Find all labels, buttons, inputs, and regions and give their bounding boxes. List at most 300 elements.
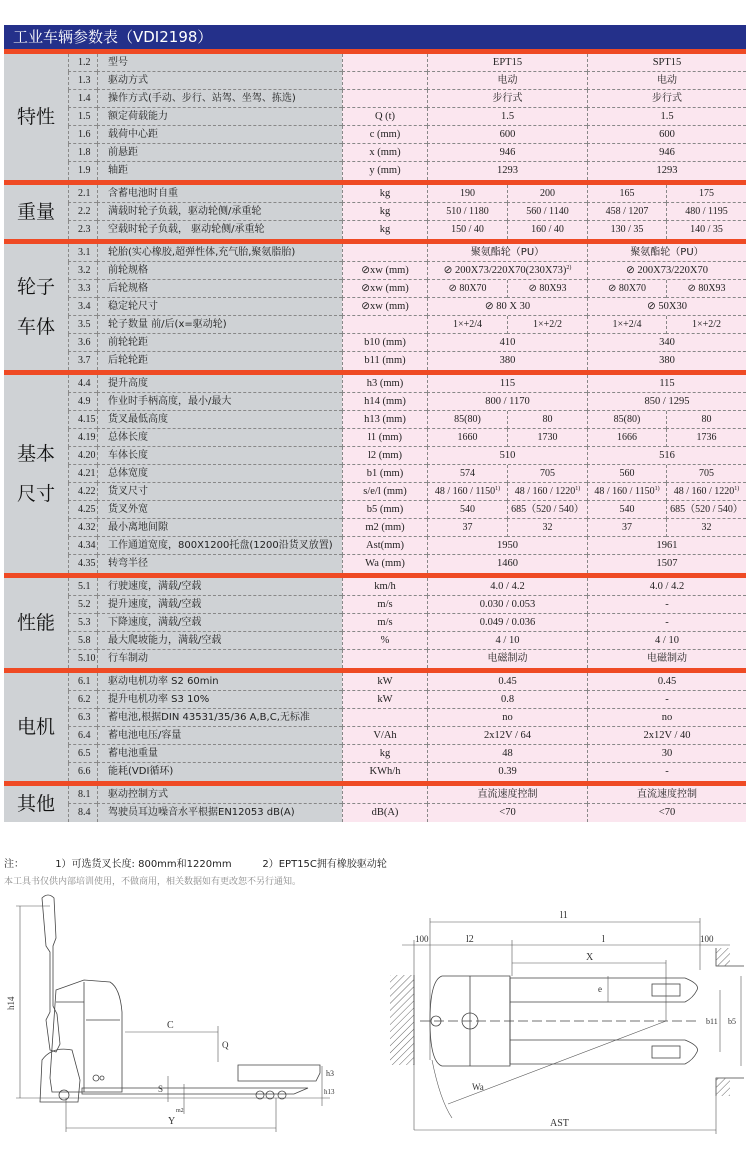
row-label — [97, 786, 342, 804]
value-cell-text: 1.5 — [660, 111, 674, 122]
value-cell-text: 32 — [701, 522, 712, 533]
row-number-text: 5.8 — [78, 635, 91, 646]
row-unit-text: Wa (mm) — [365, 558, 405, 569]
value-cell-text: 540 — [460, 504, 475, 515]
top-view-drawing — [390, 890, 750, 1160]
row-label — [97, 334, 342, 352]
row-unit — [342, 578, 427, 596]
value-cell — [587, 673, 746, 691]
value-cell-text: - — [665, 766, 669, 777]
row-unit — [342, 144, 427, 162]
row-number — [68, 691, 97, 709]
value-cell — [587, 691, 746, 709]
section-title: 电机 — [4, 673, 68, 781]
value-cell-text: - — [665, 694, 669, 705]
row-label-text: 后轮轮距 — [108, 355, 148, 366]
value-cell — [427, 578, 587, 596]
value-cell — [427, 709, 587, 727]
row-label — [97, 537, 342, 555]
row-number-text: 4.15 — [78, 414, 96, 425]
value-cell — [427, 108, 587, 126]
value-cell — [427, 393, 587, 411]
value-cell-text: 1666 — [617, 432, 637, 443]
row-number — [68, 763, 97, 781]
row-unit-text: l2 (mm) — [367, 450, 403, 461]
row-label-text: 满载时轮子负载，驱动轮侧/承重轮 — [108, 206, 262, 217]
value-cell — [587, 709, 746, 727]
value-cell-text: 115 — [499, 378, 516, 389]
value-cell-text: ⊘ 80 X 30 — [484, 301, 531, 312]
row-unit — [342, 108, 427, 126]
value-cell — [666, 185, 746, 203]
value-cell-text: 510 / 1180 — [446, 206, 489, 217]
table-row — [68, 578, 746, 596]
value-cell-text: ⊘ 80X93 — [687, 283, 726, 294]
row-unit — [342, 596, 427, 614]
row-label — [97, 108, 342, 126]
row-unit-text: KWh/h — [369, 766, 401, 777]
value-cell-text: 160 / 40 — [531, 224, 564, 235]
row-number — [68, 709, 97, 727]
value-cell — [587, 501, 666, 519]
value-cell-text: 电磁制动 — [647, 653, 687, 664]
value-cell — [666, 483, 746, 501]
row-label-text: 轴距 — [108, 165, 128, 176]
row-label-text: 型号 — [108, 57, 128, 68]
row-number-text: 5.2 — [78, 599, 91, 610]
row-label — [97, 144, 342, 162]
row-unit — [342, 673, 427, 691]
row-unit — [342, 244, 427, 262]
value-cell — [666, 203, 746, 221]
row-unit-text: kg — [379, 206, 391, 217]
value-cell — [507, 429, 587, 447]
row-label-text: 货叉最低高度 — [108, 414, 168, 425]
row-number — [68, 298, 97, 316]
value-cell-text: 步行式 — [492, 93, 523, 104]
row-unit — [342, 447, 427, 465]
value-cell-text: no — [502, 712, 513, 723]
value-cell — [507, 203, 587, 221]
note-1: 1）可选货叉长度: 800mm和1220mm — [55, 859, 232, 870]
value-cell — [427, 691, 587, 709]
row-label — [97, 691, 342, 709]
value-cell — [507, 465, 587, 483]
value-cell — [587, 393, 746, 411]
row-label-text: 行驶速度，满载/空载 — [108, 581, 202, 592]
value-cell — [427, 650, 587, 668]
row-label — [97, 280, 342, 298]
value-cell-text: 705 — [540, 468, 555, 479]
row-unit-text: b11 (mm) — [364, 355, 406, 366]
row-unit-text: ⊘xw (mm) — [361, 265, 409, 276]
value-cell-text: ⊘ 80X93 — [528, 283, 567, 294]
table-row — [68, 804, 746, 822]
footnote-marker: 2) — [566, 265, 572, 271]
section-6 — [4, 673, 746, 781]
value-cell — [507, 280, 587, 298]
row-number-text: 6.1 — [78, 676, 91, 687]
row-label-text: 最大爬坡能力，满载/空载 — [108, 635, 222, 646]
value-cell-text: 80 — [542, 414, 553, 425]
row-label — [97, 614, 342, 632]
row-number — [68, 537, 97, 555]
row-unit — [342, 298, 427, 316]
value-cell-text: ⊘ 80X70 — [607, 283, 647, 294]
row-number-text: 6.2 — [78, 694, 91, 705]
row-number-text: 5.1 — [78, 581, 91, 592]
dim-label-wa: Wa — [472, 1082, 484, 1092]
row-label-text: 载荷中心距 — [108, 129, 158, 140]
value-cell-text: 560 — [619, 468, 635, 479]
row-label-text: 稳定轮尺寸 — [108, 301, 158, 312]
value-cell-text: 150 / 40 — [451, 224, 484, 235]
table-row — [68, 519, 746, 537]
value-cell — [587, 298, 746, 316]
table-row — [68, 555, 746, 573]
row-number-text: 3.3 — [78, 283, 91, 294]
row-unit — [342, 727, 427, 745]
table-row — [68, 465, 746, 483]
row-unit — [342, 745, 427, 763]
value-cell — [587, 429, 666, 447]
value-cell — [587, 632, 746, 650]
value-cell — [587, 144, 746, 162]
value-cell — [427, 519, 507, 537]
value-cell — [666, 501, 746, 519]
dim-label-x: X — [586, 952, 594, 963]
value-cell-text: 4.0 / 4.2 — [490, 581, 525, 592]
row-number-text: 1.9 — [78, 165, 91, 176]
table-row — [68, 632, 746, 650]
value-cell — [427, 727, 587, 745]
value-cell-text: 0.39 — [498, 766, 517, 777]
value-cell-text: 115 — [659, 378, 675, 389]
value-cell — [587, 54, 746, 72]
row-number — [68, 162, 97, 180]
row-unit-text: % — [380, 635, 390, 646]
value-cell — [587, 727, 746, 745]
value-cell — [587, 108, 746, 126]
row-label-text: 提升高度 — [108, 378, 148, 389]
row-unit-text: ⊘xw (mm) — [361, 283, 409, 294]
row-unit — [342, 555, 427, 573]
row-label — [97, 316, 342, 334]
value-cell-text: 37 — [622, 522, 632, 533]
value-cell-text: 458 / 1207 — [605, 206, 649, 217]
value-cell-text: - — [665, 599, 669, 610]
dim-label-m2: m2 — [176, 1108, 184, 1114]
row-label-text: 货叉尺寸 — [108, 486, 148, 497]
row-number — [68, 393, 97, 411]
row-number — [68, 244, 97, 262]
value-cell-text: <70 — [499, 807, 516, 818]
row-unit — [342, 221, 427, 239]
value-cell — [587, 203, 666, 221]
value-cell-text: ⊘ 50X30 — [646, 301, 687, 312]
value-cell-text: 800 / 1170 — [485, 396, 530, 407]
row-number — [68, 447, 97, 465]
row-unit — [342, 519, 427, 537]
row-number — [68, 334, 97, 352]
table-row — [68, 90, 746, 108]
value-cell — [427, 465, 507, 483]
value-cell — [587, 185, 666, 203]
value-cell-text: 48 / 160 / 1150 — [434, 486, 496, 497]
row-number — [68, 108, 97, 126]
row-label — [97, 709, 342, 727]
value-cell — [587, 763, 746, 781]
row-label — [97, 727, 342, 745]
value-cell-text: 1293 — [656, 165, 678, 176]
row-unit-text: Q (t) — [374, 111, 396, 122]
value-cell — [666, 316, 746, 334]
row-label — [97, 429, 342, 447]
row-unit — [342, 804, 427, 822]
row-number-text: 3.5 — [78, 319, 91, 330]
row-label — [97, 54, 342, 72]
section-4 — [4, 375, 746, 573]
row-label-text: 能耗(VDI循环) — [108, 766, 174, 777]
row-label — [97, 72, 342, 90]
value-cell — [666, 465, 746, 483]
row-number — [68, 144, 97, 162]
table-row — [68, 203, 746, 221]
value-cell — [587, 352, 746, 370]
value-cell — [427, 411, 507, 429]
value-cell — [427, 501, 507, 519]
table-row — [68, 334, 746, 352]
row-number-text: 6.5 — [78, 748, 91, 759]
dim-label-right-100: 100 — [700, 934, 714, 944]
value-cell-text: 0.030 / 0.053 — [479, 599, 536, 610]
table-row — [68, 352, 746, 370]
row-label-text: 行车制动 — [108, 653, 148, 664]
value-cell-text: 540 — [619, 504, 635, 515]
value-cell — [427, 673, 587, 691]
row-unit-text: b5 (mm) — [366, 504, 404, 515]
value-cell — [427, 786, 587, 804]
row-unit — [342, 262, 427, 280]
value-cell — [427, 162, 587, 180]
row-label-text: 总体长度 — [108, 432, 148, 443]
value-cell-text: 1460 — [497, 558, 518, 569]
row-label — [97, 221, 342, 239]
value-cell — [587, 90, 746, 108]
table-row — [68, 501, 746, 519]
section-2 — [4, 185, 746, 239]
row-number — [68, 262, 97, 280]
table-row — [68, 786, 746, 804]
table-row — [68, 537, 746, 555]
value-cell — [427, 804, 587, 822]
value-cell — [427, 203, 507, 221]
row-number-text: 1.5 — [78, 111, 91, 122]
value-cell-text: 1×+2/2 — [532, 319, 563, 330]
value-cell — [427, 144, 587, 162]
row-number-text: 6.4 — [78, 730, 91, 741]
row-unit-text: dB(A) — [371, 807, 399, 818]
row-number — [68, 203, 97, 221]
table-row — [68, 262, 746, 280]
value-cell-text: 48 / 160 / 1150 — [594, 486, 655, 497]
row-number-text: 6.3 — [78, 712, 91, 723]
row-label — [97, 262, 342, 280]
value-cell-text: 410 — [499, 337, 516, 348]
section-3 — [4, 244, 746, 370]
table-row — [68, 745, 746, 763]
row-number — [68, 352, 97, 370]
row-label — [97, 126, 342, 144]
notes-prefix: 注： — [4, 859, 24, 870]
row-number — [68, 126, 97, 144]
value-cell — [427, 126, 587, 144]
row-label — [97, 519, 342, 537]
value-cell-text: 516 — [659, 450, 675, 461]
row-label — [97, 632, 342, 650]
table-row — [68, 673, 746, 691]
row-label-text: 总体宽度 — [108, 468, 148, 479]
value-cell-text: 80 — [701, 414, 712, 425]
row-unit — [342, 614, 427, 632]
row-number-text: 3.4 — [78, 301, 91, 312]
row-label-text: 最小离地间隙 — [108, 522, 168, 533]
row-number-text: 3.7 — [78, 355, 91, 366]
value-cell-text: ⊘ 80X70 — [448, 283, 487, 294]
row-number — [68, 555, 97, 573]
table-row — [68, 162, 746, 180]
value-cell-text: 聚氨酯轮（PU） — [630, 247, 704, 258]
value-cell — [587, 126, 746, 144]
row-unit — [342, 393, 427, 411]
row-number-text: 6.6 — [78, 766, 91, 777]
row-number — [68, 483, 97, 501]
value-cell — [427, 244, 587, 262]
row-unit — [342, 786, 427, 804]
value-cell — [427, 483, 507, 501]
table-row — [68, 650, 746, 668]
value-cell-text: 380 — [659, 355, 675, 366]
row-label-text: 提升电机功率 S3 10% — [108, 694, 210, 705]
value-cell — [587, 555, 746, 573]
row-unit-text: V/Ah — [373, 730, 397, 741]
row-unit — [342, 429, 427, 447]
value-cell — [666, 221, 746, 239]
value-cell — [427, 221, 507, 239]
row-label — [97, 162, 342, 180]
footnote-marker: 1) — [654, 486, 660, 492]
dim-label-h14: h14 — [6, 996, 16, 1010]
row-label-text: 驱动电机功率 S2 60min — [108, 676, 219, 687]
value-cell-text: EPT15 — [492, 57, 523, 68]
row-unit-text: b1 (mm) — [366, 468, 404, 479]
row-label-text: 驾驶员耳边噪音水平根据EN12053 dB(A) — [108, 807, 295, 818]
value-cell — [507, 316, 587, 334]
row-number — [68, 596, 97, 614]
value-cell-text: 4 / 10 — [495, 635, 520, 646]
value-cell — [587, 72, 746, 90]
row-unit — [342, 352, 427, 370]
row-number — [68, 411, 97, 429]
row-number — [68, 519, 97, 537]
row-number-text: 4.34 — [78, 540, 96, 551]
table-row — [68, 393, 746, 411]
row-unit — [342, 501, 427, 519]
value-cell-text: 850 / 1295 — [644, 396, 690, 407]
row-unit — [342, 375, 427, 393]
value-cell — [427, 555, 587, 573]
table-row — [68, 126, 746, 144]
value-cell — [587, 280, 666, 298]
value-cell-text: 480 / 1195 — [685, 206, 728, 217]
row-label-text: 蓄电池电压/容量 — [108, 730, 182, 741]
dim-label-h3: h3 — [326, 1069, 334, 1078]
row-label — [97, 465, 342, 483]
value-cell-text: 380 — [499, 355, 516, 366]
row-unit-text: h13 (mm) — [364, 414, 406, 425]
row-number — [68, 72, 97, 90]
value-cell-text: SPT15 — [652, 57, 682, 68]
row-label-text: 驱动方式 — [108, 75, 148, 86]
value-cell-text: 2x12V / 40 — [643, 730, 691, 741]
value-cell-text: 1950 — [497, 540, 518, 551]
value-cell-text: 200 — [540, 188, 555, 199]
row-label — [97, 596, 342, 614]
table-row — [68, 596, 746, 614]
section-5 — [4, 578, 746, 668]
value-cell-text: 步行式 — [652, 93, 682, 104]
value-cell — [427, 185, 507, 203]
value-cell — [587, 650, 746, 668]
row-label-text: 作业时手柄高度，最小/最大 — [108, 396, 232, 407]
disclaimer: 本工具书仅供内部培训使用，不做商用，相关数据如有更改恕不另行通知。 — [4, 877, 302, 887]
value-cell-text: no — [661, 712, 673, 723]
value-cell-text: 85(80) — [613, 414, 641, 425]
value-cell — [587, 411, 666, 429]
row-number — [68, 465, 97, 483]
value-cell-text: 1.5 — [500, 111, 515, 122]
value-cell — [587, 334, 746, 352]
row-unit-text: h14 (mm) — [364, 396, 406, 407]
row-label-text: 空载时轮子负载， 驱动轮侧/承重轮 — [108, 224, 265, 235]
side-view-drawing — [0, 890, 360, 1160]
value-cell-text: 946 — [499, 147, 516, 158]
row-number-text: 4.21 — [78, 468, 96, 479]
table-row — [68, 221, 746, 239]
row-unit-text: y (mm) — [369, 165, 401, 176]
row-number-text: 4.25 — [78, 504, 96, 515]
value-cell — [427, 537, 587, 555]
row-unit-text: s/e/l (mm) — [363, 486, 407, 497]
row-label-text: 前轮轮距 — [108, 337, 148, 348]
row-label — [97, 90, 342, 108]
table-row — [68, 447, 746, 465]
row-unit-text: kW — [377, 676, 393, 687]
dim-label-b11: b11 — [706, 1017, 718, 1026]
dim-label-y: Y — [168, 1116, 176, 1127]
table-row — [68, 280, 746, 298]
value-cell — [587, 465, 666, 483]
row-label — [97, 203, 342, 221]
value-cell-text: 37 — [462, 522, 473, 533]
dim-label-l1: l1 — [560, 910, 568, 921]
row-unit-text: ⊘xw (mm) — [361, 301, 409, 312]
top-view-truck — [420, 976, 700, 1066]
row-number-text: 4.32 — [78, 522, 96, 533]
row-number-text: 1.3 — [78, 75, 91, 86]
value-cell-text: 1293 — [497, 165, 518, 176]
section-title: 特性 — [4, 54, 68, 180]
